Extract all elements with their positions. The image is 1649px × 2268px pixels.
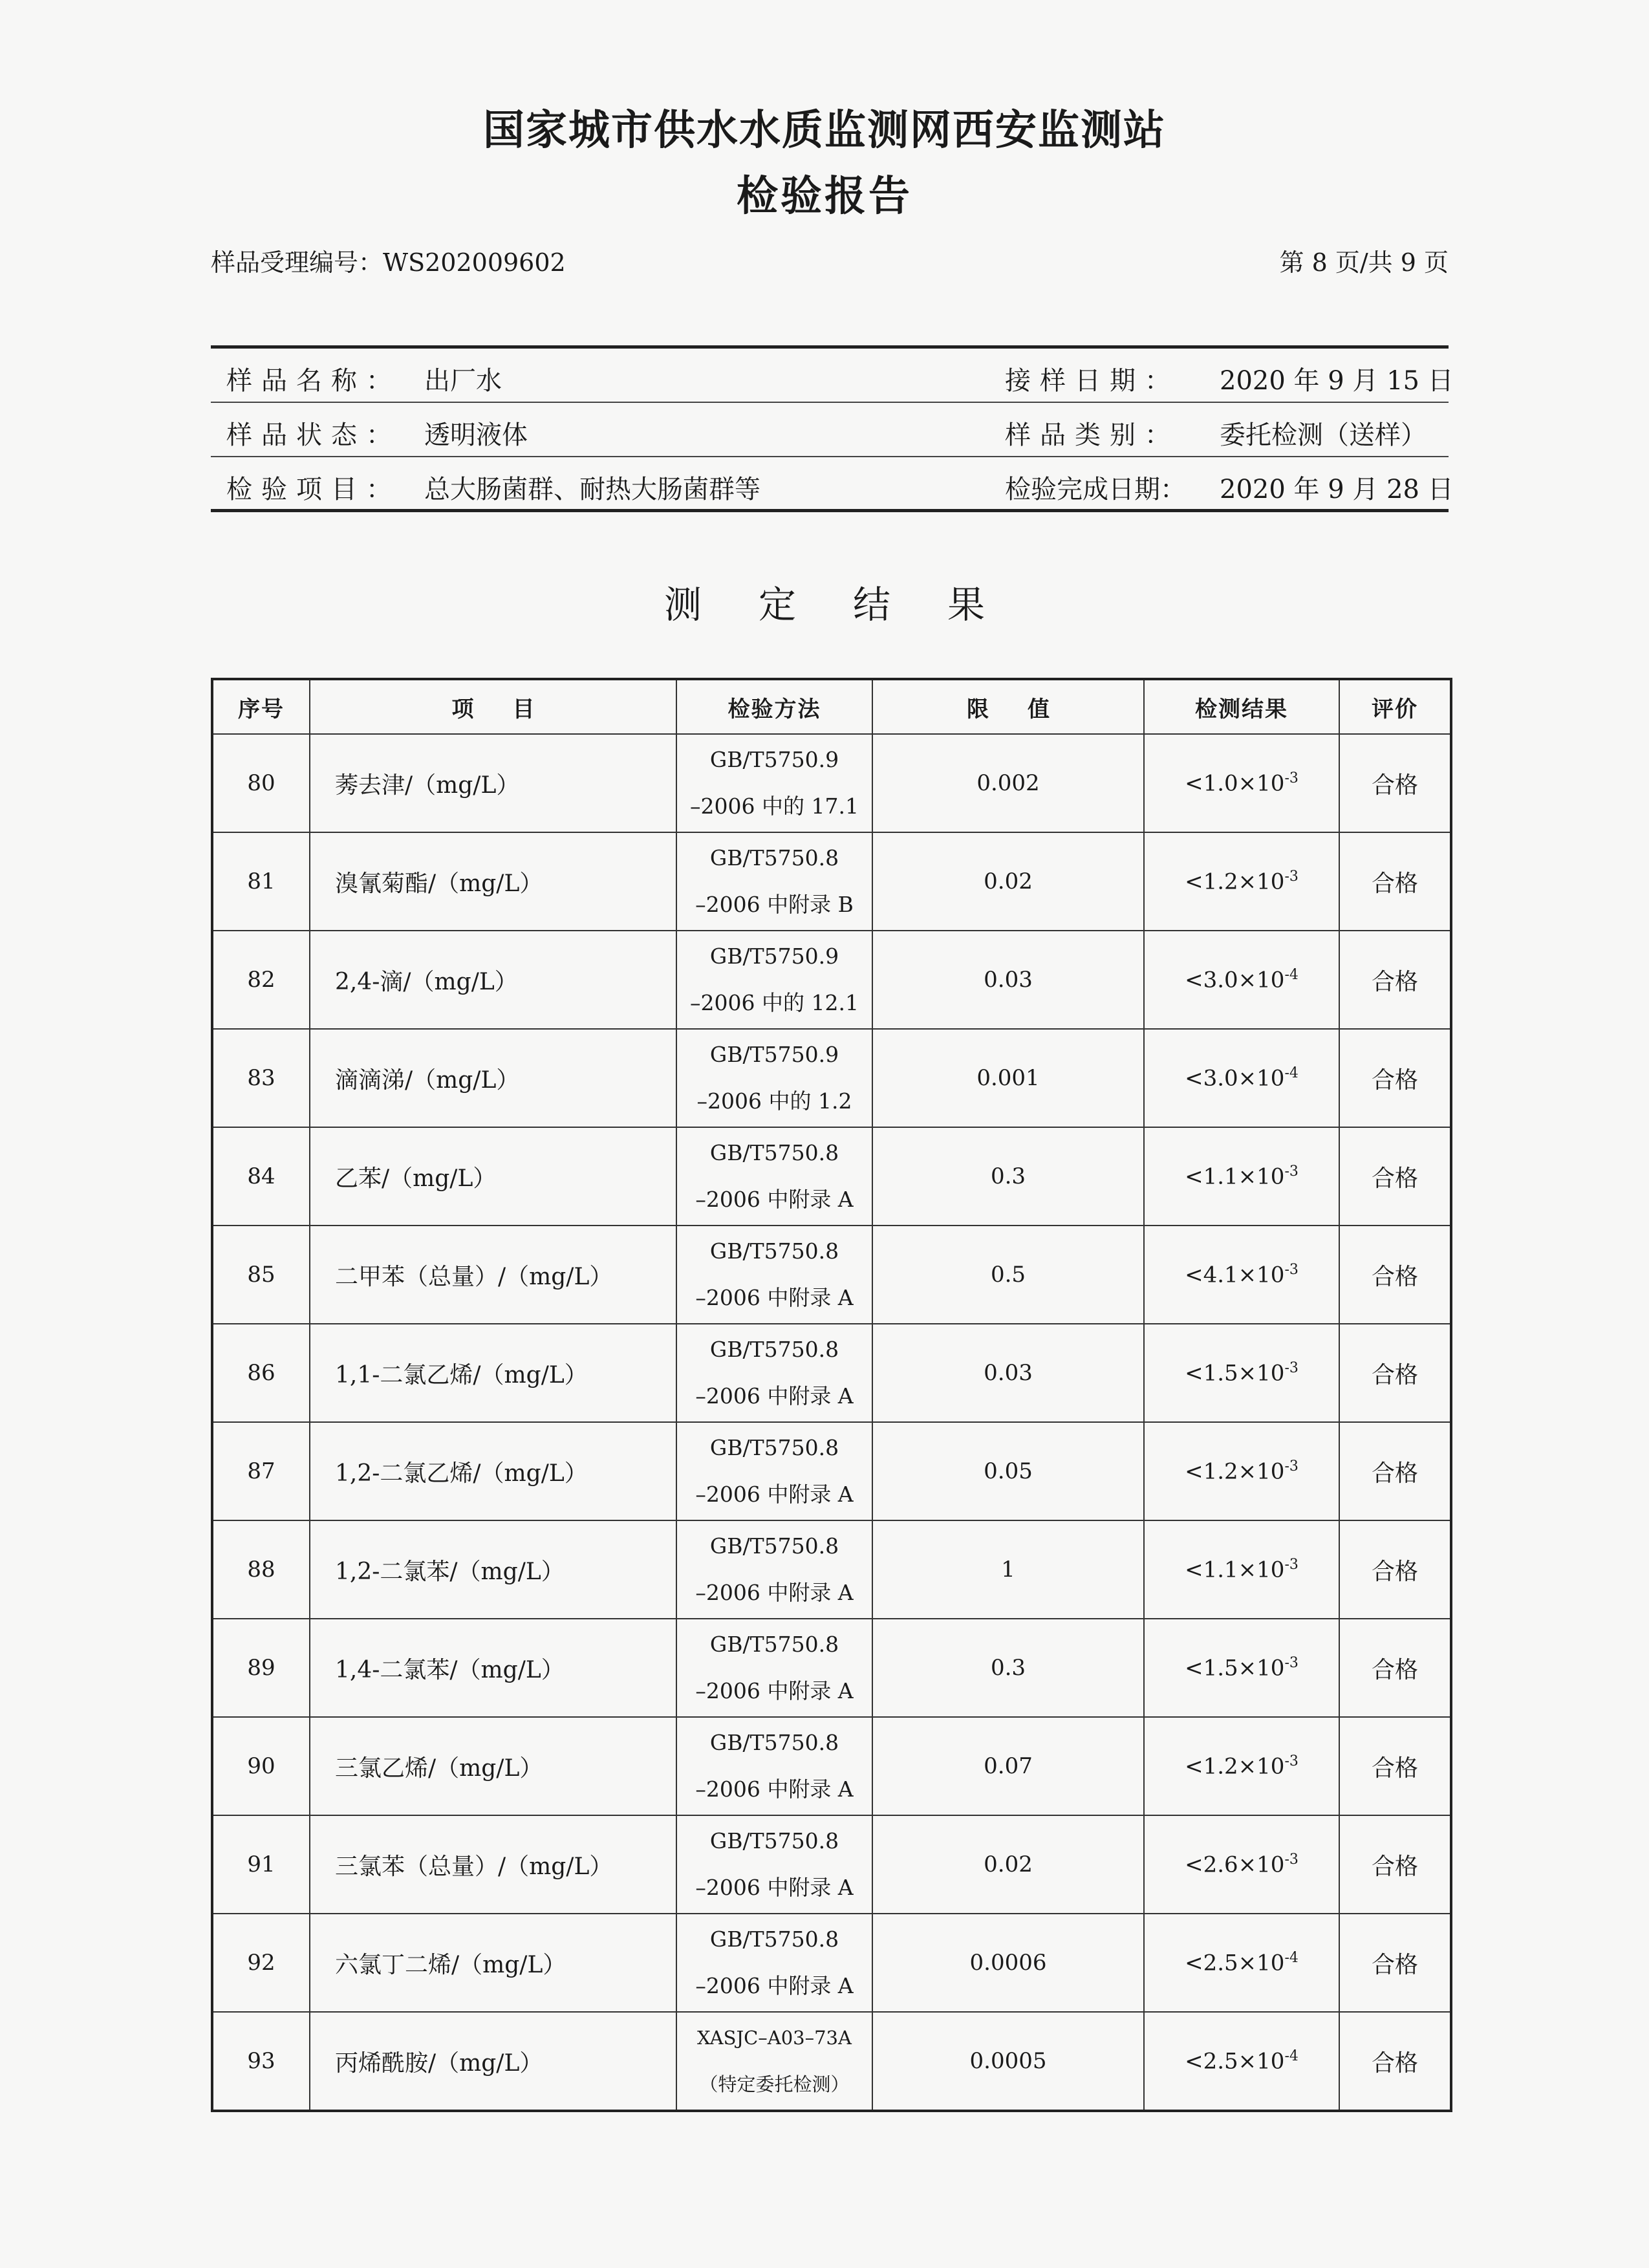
- row-no: 90: [212, 1717, 310, 1815]
- row-method-line2: –2006 中附录 A: [695, 1875, 854, 1900]
- row-item: 三氯苯（总量）/（mg/L）: [310, 1815, 676, 1914]
- row-method-line1: GB/T5750.8: [709, 1533, 839, 1559]
- row-limit: 0.02: [872, 832, 1144, 931]
- row-item: 六氯丁二烯/（mg/L）: [310, 1914, 676, 2012]
- row-method-line2: –2006 中附录 A: [695, 1973, 854, 1998]
- row-method: [676, 1914, 872, 2012]
- row-evaluation: 合格: [1339, 1324, 1451, 1422]
- header-evaluation: 评价: [1339, 679, 1451, 734]
- header-limit: 限值: [872, 679, 1144, 734]
- row-evaluation: 合格: [1339, 2012, 1451, 2111]
- row-item: 丙烯酰胺/（mg/L）: [310, 2012, 676, 2111]
- row-limit: 0.3: [872, 1619, 1144, 1717]
- report-title: 检验报告: [737, 173, 912, 221]
- row-result: [1144, 1619, 1339, 1717]
- header-result: 检测结果: [1144, 679, 1339, 734]
- row-no: 85: [212, 1226, 310, 1324]
- row-method: [676, 2012, 872, 2111]
- table-row: [212, 1029, 1451, 1127]
- row-result-exponent: -4: [1284, 1064, 1299, 1081]
- row-result-exponent: -3: [1284, 1359, 1299, 1376]
- table-row: [212, 1815, 1451, 1914]
- header-no: 序号: [212, 679, 310, 734]
- receive-date-label: 接样日期：: [1005, 366, 1180, 396]
- row-result-base: <1.0×10: [1185, 770, 1285, 797]
- row-result: [1144, 1520, 1339, 1619]
- row-result-exponent: -4: [1284, 2047, 1299, 2064]
- row-method-line1: GB/T5750.8: [709, 1140, 839, 1165]
- row-method: [676, 832, 872, 931]
- row-evaluation: 合格: [1339, 1520, 1451, 1619]
- row-method-line1: XASJC–A03–73A: [697, 2027, 852, 2049]
- row-no: 92: [212, 1914, 310, 2012]
- row-method: [676, 1717, 872, 1815]
- row-limit: 0.03: [872, 1324, 1144, 1422]
- row-no: 83: [212, 1029, 310, 1127]
- sample-category-label: 样品类别：: [1005, 420, 1180, 450]
- row-method-line2: –2006 中附录 A: [695, 1383, 854, 1409]
- row-method-line2: –2006 中的 1.2: [696, 1088, 852, 1114]
- row-item: 1,1-二氯乙烯/（mg/L）: [310, 1324, 676, 1422]
- row-no: 91: [212, 1815, 310, 1914]
- row-no: 88: [212, 1520, 310, 1619]
- row-method-line1: GB/T5750.8: [709, 1828, 839, 1853]
- row-method: [676, 1226, 872, 1324]
- sample-number: [211, 243, 566, 278]
- row-method: [676, 1127, 872, 1226]
- row-result-exponent: -3: [1284, 1163, 1299, 1180]
- table-row: [212, 1717, 1451, 1815]
- row-result: [1144, 2012, 1339, 2111]
- page-info: 第 8 页/共 9 页: [1279, 248, 1449, 277]
- sample-number-label: 样品受理编号：: [211, 248, 383, 277]
- row-result-exponent: -4: [1284, 1949, 1299, 1966]
- row-no: 86: [212, 1324, 310, 1422]
- row-result-exponent: -3: [1284, 1753, 1299, 1769]
- row-evaluation: 合格: [1339, 1717, 1451, 1815]
- row-evaluation: 合格: [1339, 1226, 1451, 1324]
- row-result-base: <1.2×10: [1185, 1458, 1285, 1485]
- org-title: 国家城市供水水质监测网西安监测站: [483, 107, 1166, 155]
- row-result-exponent: -3: [1284, 1261, 1299, 1278]
- row-result: [1144, 1422, 1339, 1520]
- row-evaluation: 合格: [1339, 1914, 1451, 2012]
- sample-info-box: [211, 345, 1454, 512]
- row-result-base: <1.5×10: [1185, 1360, 1285, 1387]
- row-item: 二甲苯（总量）/（mg/L）: [310, 1226, 676, 1324]
- info-row-state: [211, 403, 1449, 457]
- row-result: [1144, 1324, 1339, 1422]
- header-method: 检验方法: [676, 679, 872, 734]
- row-method-line1: GB/T5750.8: [709, 1238, 839, 1264]
- row-method-line1: GB/T5750.8: [709, 1435, 839, 1460]
- row-limit: 0.05: [872, 1422, 1144, 1520]
- table-row: [212, 1619, 1451, 1717]
- row-result-base: <2.5×10: [1185, 2048, 1285, 2075]
- table-row: [212, 931, 1451, 1029]
- sample-category-value: 委托检测（送样）: [1220, 420, 1427, 450]
- row-result: [1144, 1029, 1339, 1127]
- row-no: 89: [212, 1619, 310, 1717]
- sample-number-value: WS202009602: [383, 248, 566, 277]
- row-method-line1: GB/T5750.9: [709, 747, 839, 772]
- complete-date-label: 检验完成日期：: [1005, 475, 1186, 504]
- row-method: [676, 734, 872, 832]
- row-evaluation: 合格: [1339, 832, 1451, 931]
- row-method-line2: –2006 中附录 B: [695, 892, 854, 917]
- row-limit: 0.002: [872, 734, 1144, 832]
- sample-name-value: 出厂水: [424, 366, 502, 396]
- row-result: [1144, 832, 1339, 931]
- table-row: [212, 832, 1451, 931]
- row-result: [1144, 1914, 1339, 2012]
- table-row: [212, 1914, 1451, 2012]
- row-no: 80: [212, 734, 310, 832]
- row-item: 莠去津/（mg/L）: [310, 734, 676, 832]
- info-row-name: [211, 349, 1454, 403]
- row-method-line1: GB/T5750.9: [709, 1042, 839, 1067]
- row-result-base: <1.1×10: [1185, 1557, 1285, 1583]
- row-result-exponent: -4: [1284, 966, 1299, 983]
- row-method: [676, 931, 872, 1029]
- row-result: [1144, 1127, 1339, 1226]
- row-method-line1: GB/T5750.8: [709, 845, 839, 870]
- row-method: [676, 1422, 872, 1520]
- row-evaluation: 合格: [1339, 1619, 1451, 1717]
- row-no: 93: [212, 2012, 310, 2111]
- header-item: 项目: [310, 679, 676, 734]
- row-method-line2: –2006 中附录 A: [695, 1187, 854, 1212]
- table-row: [212, 1520, 1451, 1619]
- test-items-value: 总大肠菌群、耐热大肠菌群等: [424, 475, 760, 504]
- row-method-line1: GB/T5750.8: [709, 1632, 839, 1657]
- row-method-line2: –2006 中附录 A: [695, 1580, 854, 1605]
- row-method-line2: （特定委托检测）: [699, 2073, 850, 2095]
- row-limit: 0.001: [872, 1029, 1144, 1127]
- table-row: [212, 1226, 1451, 1324]
- row-method: [676, 1520, 872, 1619]
- row-limit: 0.3: [872, 1127, 1144, 1226]
- row-method-line1: GB/T5750.8: [709, 1730, 839, 1755]
- row-evaluation: 合格: [1339, 1815, 1451, 1914]
- row-result-base: <4.1×10: [1185, 1262, 1285, 1288]
- table-row: [212, 2012, 1451, 2111]
- row-result-base: <3.0×10: [1185, 1065, 1285, 1092]
- row-item: 滴滴涕/（mg/L）: [310, 1029, 676, 1127]
- table-row: [212, 734, 1451, 832]
- row-result-exponent: -3: [1284, 1458, 1299, 1474]
- row-item: 乙苯/（mg/L）: [310, 1127, 676, 1226]
- sample-state-value: 透明液体: [424, 420, 528, 450]
- row-result: [1144, 734, 1339, 832]
- complete-date-value: 2020 年 9 月 28 日: [1220, 475, 1454, 504]
- row-no: 82: [212, 931, 310, 1029]
- row-result: [1144, 931, 1339, 1029]
- row-item: 溴氰菊酯/（mg/L）: [310, 832, 676, 931]
- row-limit: 0.0006: [872, 1914, 1144, 2012]
- table-row: [212, 1127, 1451, 1226]
- row-method: [676, 1815, 872, 1914]
- row-result-base: <2.6×10: [1185, 1852, 1285, 1878]
- row-method: [676, 1619, 872, 1717]
- sample-state-label: 样品状态：: [226, 420, 401, 450]
- test-items-label: 检验项目：: [226, 475, 401, 504]
- row-item: 1,4-二氯苯/（mg/L）: [310, 1619, 676, 1717]
- row-method-line2: –2006 中附录 A: [695, 1777, 854, 1802]
- row-item: 1,2-二氯乙烯/（mg/L）: [310, 1422, 676, 1520]
- row-result-base: <2.5×10: [1185, 1950, 1285, 1976]
- row-method-line1: GB/T5750.9: [709, 944, 839, 969]
- info-row-items: [211, 457, 1454, 510]
- row-limit: 0.0005: [872, 2012, 1144, 2111]
- row-item: 2,4-滴/（mg/L）: [310, 931, 676, 1029]
- row-evaluation: 合格: [1339, 734, 1451, 832]
- receive-date-value: 2020 年 9 月 15 日: [1220, 366, 1454, 396]
- row-method-line1: GB/T5750.8: [709, 1927, 839, 1952]
- row-result-exponent: -3: [1284, 1556, 1299, 1573]
- row-method: [676, 1029, 872, 1127]
- row-item: 1,2-二氯苯/（mg/L）: [310, 1520, 676, 1619]
- row-evaluation: 合格: [1339, 1127, 1451, 1226]
- table-row: [212, 1422, 1451, 1520]
- row-limit: 0.02: [872, 1815, 1144, 1914]
- row-result-exponent: -3: [1284, 868, 1299, 885]
- row-limit: 0.07: [872, 1717, 1144, 1815]
- row-result-base: <1.1×10: [1185, 1163, 1285, 1190]
- row-result: [1144, 1717, 1339, 1815]
- results-table: [211, 678, 1452, 2112]
- table-header-row: [212, 679, 1451, 734]
- row-method-line2: –2006 中的 17.1: [690, 794, 859, 819]
- row-result: [1144, 1815, 1339, 1914]
- row-result-base: <1.5×10: [1185, 1655, 1285, 1681]
- row-evaluation: 合格: [1339, 1422, 1451, 1520]
- row-no: 81: [212, 832, 310, 931]
- row-method-line2: –2006 中附录 A: [695, 1678, 854, 1703]
- row-method: [676, 1324, 872, 1422]
- row-result-base: <1.2×10: [1185, 869, 1285, 895]
- row-evaluation: 合格: [1339, 1029, 1451, 1127]
- row-method-line2: –2006 中的 12.1: [690, 990, 859, 1015]
- row-result: [1144, 1226, 1339, 1324]
- row-item: 三氯乙烯/（mg/L）: [310, 1717, 676, 1815]
- row-result-base: <1.2×10: [1185, 1753, 1285, 1780]
- row-result-exponent: -3: [1284, 1654, 1299, 1671]
- sample-name-label: 样品名称：: [226, 366, 401, 396]
- row-method-line2: –2006 中附录 A: [695, 1482, 854, 1507]
- row-method-line2: –2006 中附录 A: [695, 1285, 854, 1310]
- row-result-base: <3.0×10: [1185, 967, 1285, 993]
- row-method-line1: GB/T5750.8: [709, 1337, 839, 1362]
- row-limit: 1: [872, 1520, 1144, 1619]
- row-result-exponent: -3: [1284, 770, 1299, 786]
- results-heading: 测定结果: [663, 583, 1042, 627]
- row-evaluation: 合格: [1339, 931, 1451, 1029]
- row-no: 87: [212, 1422, 310, 1520]
- row-no: 84: [212, 1127, 310, 1226]
- row-limit: 0.03: [872, 931, 1144, 1029]
- row-limit: 0.5: [872, 1226, 1144, 1324]
- row-result-exponent: -3: [1284, 1851, 1299, 1868]
- table-row: [212, 1324, 1451, 1422]
